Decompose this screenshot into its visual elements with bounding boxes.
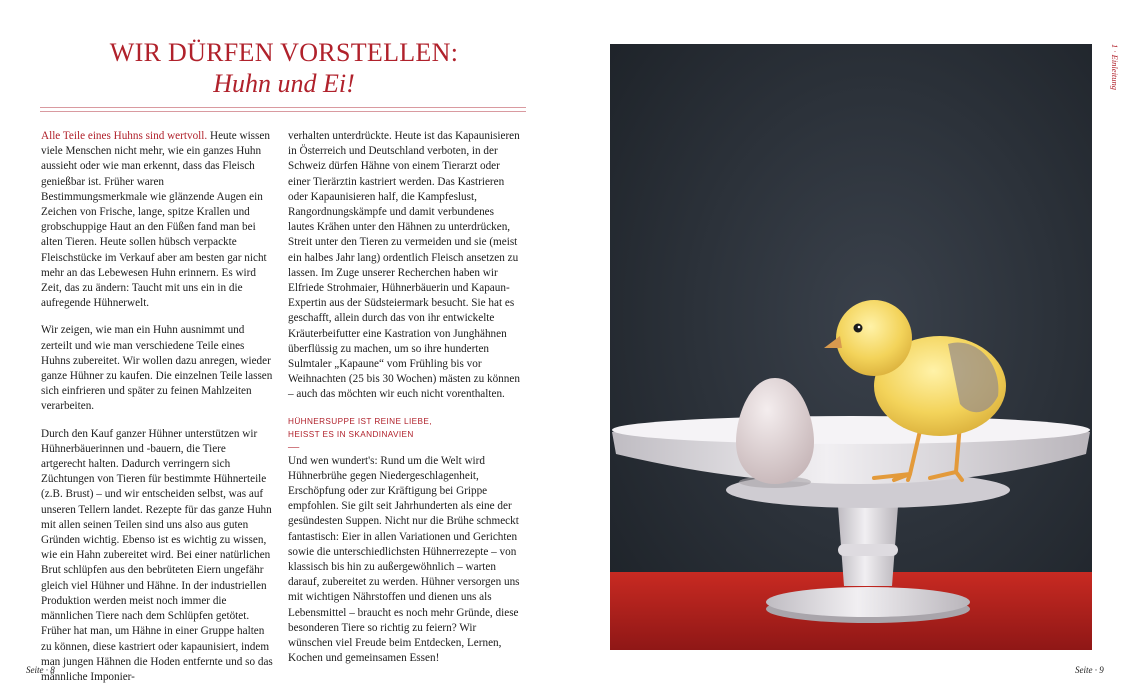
- paragraph-1: [41, 129, 273, 311]
- paragraph-1-body: Heute wissen viele Menschen nicht mehr, wie ein ganzes Huhn aussieht oder wie man erkennt, dass das Fleisch genießbar ist. Früher waren Bestimmungsmerkmale wie glänzende Augen ein Zeichen von Frische, lange, spitze Krallen und grobschuppige Haut an den Füßen fand man bei alten Tieren. Heute sollen hübsch verpackte Fleischstücke im Verkauf aber am besten gar nicht mehr an das Lebewesen Huhn erinnern. Es wird Zeit, das zu ändern: Taucht mit uns ein in die aufregende Hühnerwelt.: [41, 130, 270, 310]
- page-number-right: Seite · 9: [1075, 665, 1104, 675]
- chick-and-egg-photo: [610, 44, 1092, 650]
- subheading-line-1: HÜHNERSUPPE IST REINE LIEBE,: [288, 416, 432, 426]
- section-subheading: [288, 415, 520, 441]
- subheading-dash: —: [288, 440, 300, 453]
- subheading-line-2: HEISST ES IN SKANDINAVIEN: [288, 429, 414, 439]
- chapter-label-text: 1 · Einleitung: [1110, 44, 1120, 91]
- paragraph-4: verhalten unterdrückte. Heute ist das Kapaunisieren in Österreich und Deutschland verboten, in der Schweiz dürfen Hähne von einem Tierarzt oder einer Tierärztin kastriert werden. Das Kastrieren oder Kapaunisieren half, die Kampfeslust, Rangordnungskämpfe und damit verbundenes lautes Krähen unter den Hähnen zu unterdrücken, Streit unter den Tieren zu vermeiden und sie (meist ein halbes Jahr lang) ordentlich Fleisch ansetzen zu lassen. Im Zuge unserer Recherchen haben wir Elfriede Strohmaier, Hühnerbäuerin und Kapaun-Expertin aus der Südsteiermark besucht. Sie hat es geschafft, allein durch das von ihr entwickelte Kräuterbeifutter eine Kastration von Junghähnen überflüssig zu machen, um so ihre hunderten Sulmtaler „Kapaune“ vom Frühling bis vor Weihnachten (25 bis 30 Wochen) mästen zu können – auch das möchten wir euch nicht vorenthalten.: [288, 130, 520, 401]
- page-title: [40, 38, 528, 100]
- paragraph-2: Wir zeigen, wie man ein Huhn ausnimmt und zerteilt und wie man verschiedene Teile eines Huhns zubereitet. Wir wollen dazu anregen, wieder ganze Hühner zu kaufen. Die einzelnen Teile lassen sich einfrieren und später zu feinen Mahlzeiten verarbeiten.: [41, 324, 273, 413]
- text-column-right: [288, 129, 520, 679]
- title-line-1: WIR DÜRFEN VORSTELLEN:: [109, 38, 459, 67]
- paragraph-3: Durch den Kauf ganzer Hühner unterstützen wir Hühnerbäuerinnen und -bauern, die Tiere artgerecht halten. Dadurch verringern sich Züchtungen von Tieren für bestimmte Hühnerteile (z.B. Brust) – und wir entscheiden selbst, was auf unseren Tellern landet. Rezepte für das ganze Huhn mit allen seinen Teilen sind uns also aus guten Gründen wichtig. Ebenso ist es wichtig zu wissen, wie ein Hahn zubereitet wird. Bei einer natürlichen Brut schlüpfen aus den bebrüteten Eiern ungefähr gleich viel Hühner und Hähne. In der industriellen Produktion werden meist noch immer die männlichen Tiere nach dem Schlüpfen getötet. Früher hat man, um Hähne in einer Gruppe halten zu können, diese kastriert oder kapaunisiert, indem man jungen Hähnen die Hoden entfernte und so das männliche Imponier-: [41, 427, 273, 683]
- title-line-2: Huhn und Ei!: [213, 69, 355, 98]
- chapter-label: [1108, 44, 1122, 214]
- page-number-left: Seite · 8: [26, 665, 55, 675]
- lead-phrase: Alle Teile eines Huhns sind wertvoll.: [41, 130, 208, 142]
- title-divider-top: [40, 107, 526, 108]
- paragraph-5: Und wen wundert's: Rund um die Welt wird Hühnerbrühe gegen Niedergeschlagenheit, Erschöpfung oder zur Kräftigung bei Grippe empfohlen. Sie gilt seit Jahrhunderten als eine der gesündesten Suppen. Nicht nur die Brühe schmeckt fantastisch: Eier in allen Variationen und Gerichten sowie die unterschiedlichsten Hühnerrezepte – von klassisch bis hin zu außergewöhnlich – warten darauf, zubereitet zu werden. Hühner versorgen uns mit wichtigen Nährstoffen und dienen uns als Lebensmittel – braucht es noch mehr Gründe, diese besonderen Tiere so richtig zu feiern? Wir wünschen viel Freude beim Entdecken, Lernen, Kochen und gemeinsamen Essen!: [288, 454, 520, 665]
- title-divider-bottom: [40, 111, 526, 112]
- text-column-left: [41, 129, 273, 697]
